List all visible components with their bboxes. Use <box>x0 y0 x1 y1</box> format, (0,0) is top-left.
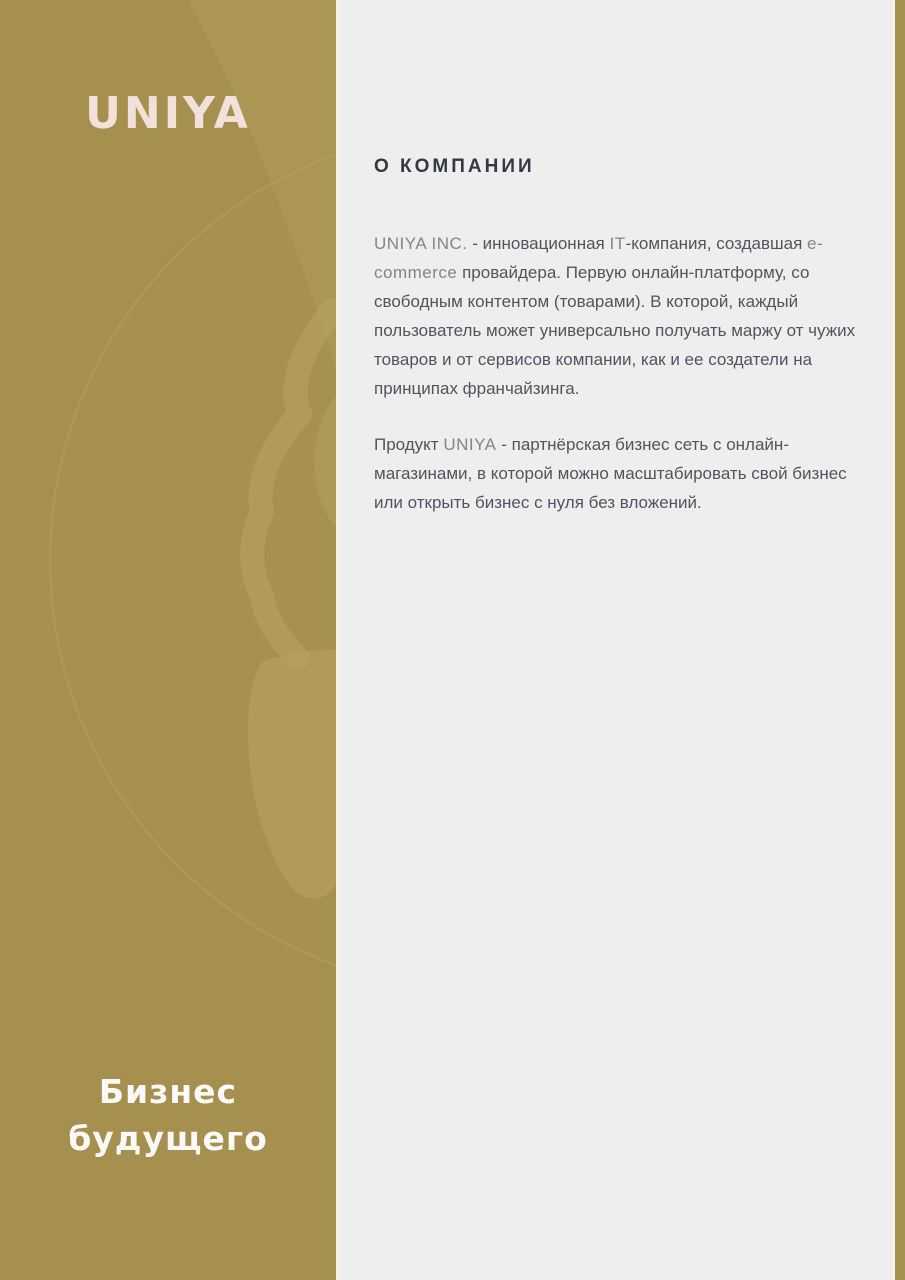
latin-text-segment: e-commerce <box>374 234 824 282</box>
brand-sidebar <box>0 0 336 1280</box>
about-heading: О КОМПАНИИ <box>374 156 535 177</box>
tagline-line-1: Бизнес <box>98 1072 238 1111</box>
text-segment: - партнёрская бизнес сеть с онлайн-магазинами, в которой можно масштабировать свой бизнес или открыть бизнес с нуля без вложений. <box>374 435 847 512</box>
about-paragraph <box>374 229 858 403</box>
right-edge-bar <box>895 0 905 1280</box>
latin-text-segment: UNIYA <box>443 435 497 454</box>
latin-text-segment: UNIYA INC. <box>374 234 468 253</box>
text-segment: -компания, создавшая <box>625 234 808 253</box>
tagline <box>0 1068 336 1162</box>
content-panel <box>341 0 893 1280</box>
text-segment: - инновационная <box>467 234 610 253</box>
company-logo: UNIYA <box>85 88 251 139</box>
text-segment: провайдера. Первую онлайн-платформу, со свободным контентом (товарами). В которой, каждый пользователь может универсально получать маржу от чужих товаров и от сервисов компании, как и ее создатели на принципах франчайзинга. <box>374 263 856 398</box>
about-paragraph <box>374 430 858 517</box>
tagline-line-2: будущего <box>68 1119 268 1158</box>
about-paragraphs <box>374 229 893 517</box>
text-segment: Продукт <box>374 435 444 454</box>
latin-text-segment: IT <box>609 234 626 253</box>
